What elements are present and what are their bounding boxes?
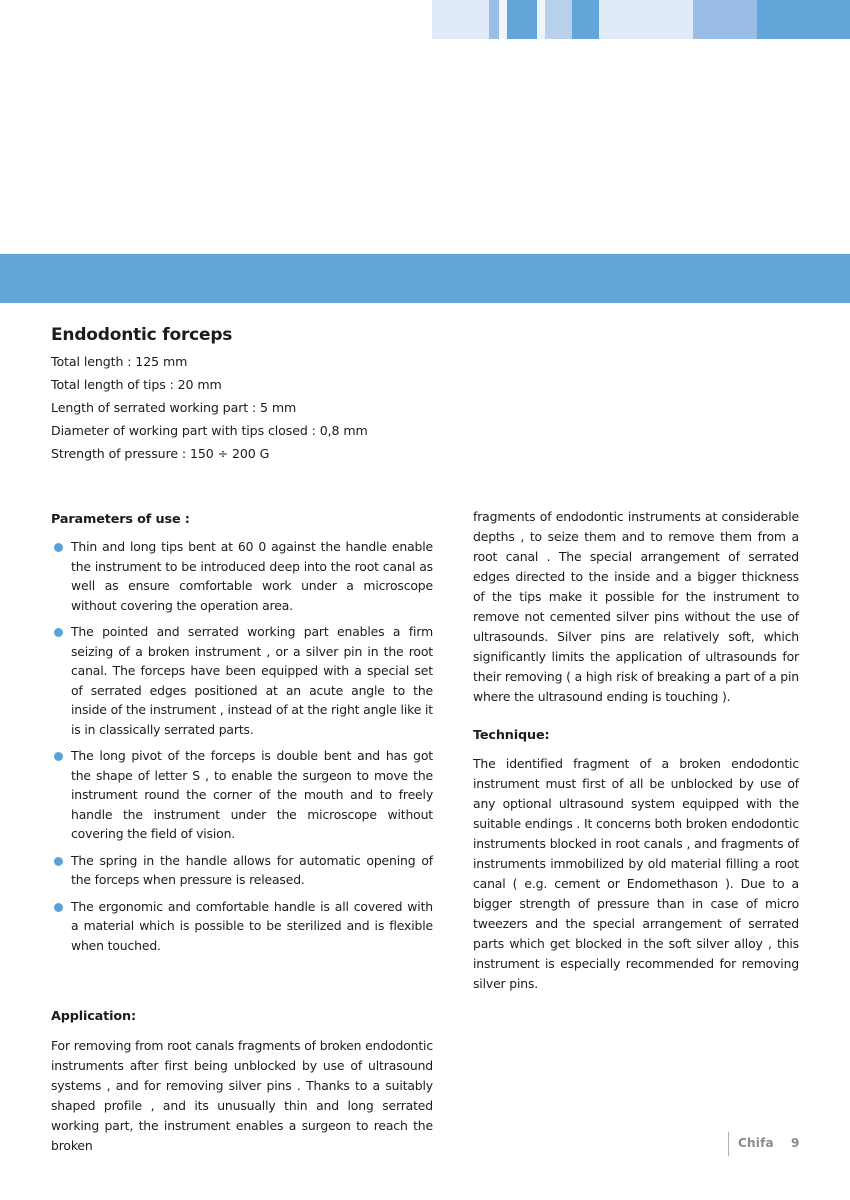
footer-divider — [728, 1132, 729, 1156]
list-item — [51, 897, 433, 956]
header-decorative-bar — [0, 0, 850, 39]
spec-line: Length of serrated working part : 5 mm — [51, 400, 297, 415]
header-bar-segment — [507, 0, 537, 39]
technique-text: The identified fragment of a broken endodontic instrument must first of all be unblocked by use of any optional ultrasound system equipped with the suitable endings . It concerns both broken endodontic instruments blocked in root canals , and fragments of instruments immobilized by old material filling a root canal ( e.g. cement or Endomethason ). Due to a bigger strength of pressure than in case of micro tweezers and the special arrangement of serrated parts which get blocked in the soft silver alloy , this instrument is especially recommended for removing silver pins. — [473, 756, 799, 991]
list-item-text: The spring in the handle allows for automatic opening of the forceps when pressure is released. — [71, 852, 433, 887]
technique-heading: Technique: — [473, 728, 550, 743]
bullet-dot-icon — [54, 628, 63, 637]
header-bar-segment — [432, 0, 489, 39]
list-item — [51, 622, 433, 739]
product-title: Endodontic forceps — [51, 325, 233, 345]
product-specs — [51, 350, 368, 465]
header-bar-segment — [489, 0, 499, 39]
list-item-text: Thin and long tips bent at 60 0 against the handle enable the instrument to be introduced deep into the root canal as well as ensure comfortable work under a microscope without covering the operation area. — [71, 539, 433, 613]
bullet-dot-icon — [54, 752, 63, 761]
header-bar-segment — [545, 0, 572, 39]
blue-banner — [0, 254, 850, 303]
list-item-text: The ergonomic and comfortable handle is all covered with a material which is possible to be sterilized and is flexible when touched. — [71, 898, 433, 953]
spec-line: Total length : 125 mm — [51, 354, 188, 369]
spec-line: Diameter of working part with tips closed : 0,8 mm — [51, 423, 368, 438]
parameters-heading: Parameters of use : — [51, 512, 190, 527]
header-bar-segment — [537, 0, 545, 39]
spec-line: Strength of pressure : 150 ÷ 200 G — [51, 446, 270, 461]
parameters-list — [51, 537, 433, 962]
list-item — [51, 851, 433, 890]
header-bar-segment — [757, 0, 850, 39]
application-text-continued: fragments of endodontic instruments at considerable depths , to seize them and to remove them from a root canal . The special arrangement of serrated edges directed to the inside and a bigger thickness of the tips make it possible for the instrument to remove not cemented silver pins without the use of ultrasounds. Silver pins are relatively soft, which significantly limits the application of ultrasounds for their removing ( a high risk of breaking a part of a pin where the ultrasound ending is touching ). — [473, 509, 799, 704]
list-item-text: The pointed and serrated working part enables a firm seizing of a broken instrument , or a silver pin in the root canal. The forceps have been equipped with a special set of serrated edges positioned at an acute angle to the inside of the instrument , instead of at the right angle like it is in classically serrated parts. — [71, 624, 433, 737]
application-text: For removing from root canals fragments of broken endodontic instruments after first being unblocked by use of ultrasound systems , and for removing silver pins . Thanks to a suitably shaped profile , and its unusually thin and long serrated working part, the instrument enables a surgeon to reach the broken — [51, 1038, 433, 1153]
application-heading: Application: — [51, 1009, 136, 1024]
list-item — [51, 746, 433, 844]
page-number: 9 — [791, 1136, 800, 1150]
bullet-dot-icon — [54, 903, 63, 912]
bullet-dot-icon — [54, 857, 63, 866]
header-bar-segment — [693, 0, 757, 39]
spec-line: Total length of tips : 20 mm — [51, 377, 222, 392]
footer-brand: Chifa — [738, 1136, 774, 1150]
header-bar-segment — [599, 0, 693, 39]
header-bar-segment — [572, 0, 599, 39]
header-bar-segment — [499, 0, 507, 39]
bullet-dot-icon — [54, 543, 63, 552]
list-item-text: The long pivot of the forceps is double bent and has got the shape of letter S , to enable the surgeon to move the instrument round the corner of the mouth and to freely handle the instrument under the microscope without covering the field of vision. — [71, 748, 433, 841]
list-item — [51, 537, 433, 615]
